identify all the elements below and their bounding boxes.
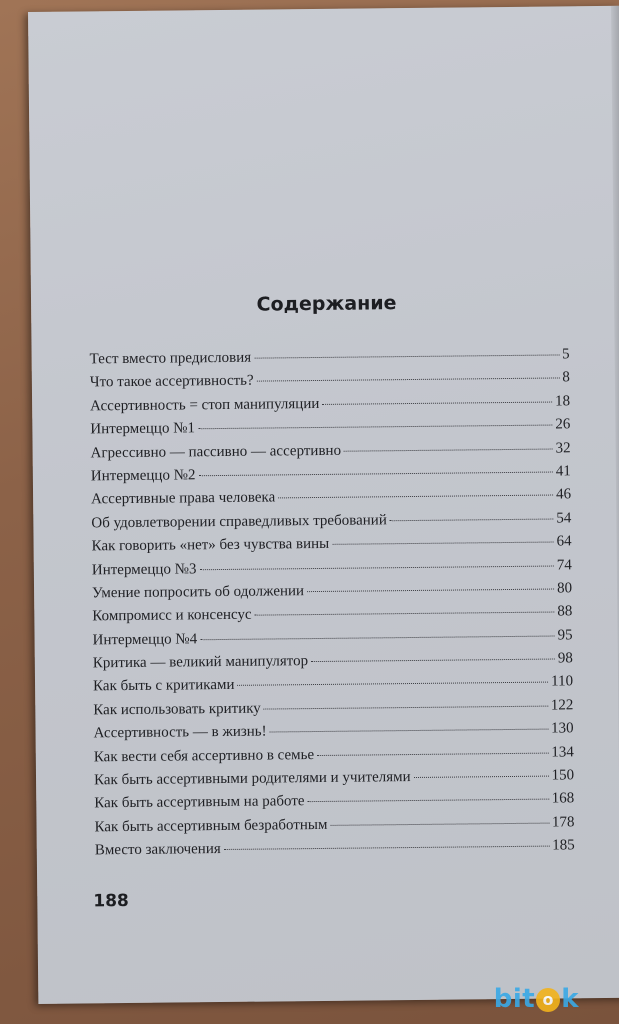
- toc-entry-title: Критика — великий манипулятор: [92, 653, 309, 672]
- toc-entry-title: Вместо заключения: [94, 841, 221, 859]
- toc-entry-page: 46: [556, 486, 572, 503]
- toc-entry-page: 185: [552, 837, 575, 854]
- watermark-logo: [494, 984, 579, 1014]
- toc-entry-page: 110: [551, 673, 574, 691]
- toc-entry-page: 95: [557, 627, 573, 644]
- toc-leader-dots: [198, 471, 552, 476]
- toc-leader-dots: [311, 659, 555, 663]
- toc-entry-title: Как вести себя ассертивно в семье: [93, 746, 315, 765]
- toc-entry-page: 168: [551, 790, 575, 807]
- toc-entry-page: 122: [550, 697, 574, 714]
- toc-entry-title: Тест вместо предисловия: [89, 349, 252, 368]
- toc-leader-dots: [224, 846, 550, 850]
- toc-leader-dots: [199, 565, 553, 570]
- toc-entry-page: 54: [556, 510, 572, 527]
- toc-entry-title: Агрессивно — пассивно — ассертивно: [90, 442, 342, 461]
- toc-leader-dots: [278, 495, 553, 499]
- toc-entry-title: Интермеццо №4: [92, 630, 198, 649]
- toc-leader-dots: [307, 588, 554, 592]
- toc-leader-dots: [198, 425, 552, 430]
- toc-entry-page: 64: [556, 533, 572, 550]
- toc-entry-page: 18: [555, 393, 571, 410]
- toc-entry-page: 8: [562, 369, 570, 386]
- toc-leader-dots: [237, 682, 548, 686]
- toc-leader-dots: [255, 612, 555, 616]
- page-title: Содержание: [256, 292, 397, 316]
- toc-entry-title: Как быть ассертивным на работе: [94, 793, 305, 812]
- watermark-coin-icon: о: [536, 988, 560, 1012]
- toc-entry-page: 32: [555, 439, 571, 457]
- toc-entry-page: 5: [562, 346, 570, 363]
- toc-entry-title: Как быть ассертивным безработным: [94, 816, 328, 836]
- toc-leader-dots: [330, 822, 549, 825]
- toc-entry-page: 130: [550, 720, 574, 737]
- page-edge: [611, 6, 619, 998]
- toc-entry-page: 41: [555, 463, 571, 480]
- toc-entry-title: Ассертивные права человека: [91, 489, 276, 508]
- toc-entry-page: 74: [556, 556, 572, 574]
- toc-entry-title: Как быть с критиками: [92, 677, 235, 695]
- toc-leader-dots: [332, 542, 553, 545]
- toc-entry-title: Как говорить «нет» без чувства вины: [91, 536, 330, 555]
- toc-entry-title: Как быть ассертивными родителями и учителями: [93, 769, 411, 789]
- book-page: [28, 6, 619, 1004]
- toc-leader-dots: [322, 401, 552, 404]
- table-of-contents: [90, 346, 575, 866]
- toc-leader-dots: [254, 354, 559, 358]
- toc-entry-page: 80: [556, 580, 573, 597]
- toc-entry-page: 134: [551, 743, 574, 761]
- toc-entry-page: 178: [551, 814, 575, 831]
- toc-leader-dots: [270, 729, 548, 733]
- watermark-suffix: k: [561, 984, 579, 1014]
- toc-entry-page: 88: [557, 603, 573, 620]
- toc-entry-title: Умение попросить об одолжении: [92, 583, 305, 602]
- toc-entry-title: Интермеццо №1: [90, 420, 196, 438]
- toc-leader-dots: [200, 635, 554, 640]
- toc-entry-title: Интермеццо №3: [91, 560, 197, 578]
- toc-leader-dots: [308, 799, 549, 803]
- toc-entry-title: Об удовлетворении справедливых требований: [91, 512, 387, 532]
- watermark-prefix: bit: [493, 984, 536, 1014]
- toc-entry: [95, 838, 575, 866]
- toc-leader-dots: [257, 378, 560, 382]
- toc-leader-dots: [344, 448, 553, 451]
- toc-entry-title: Интермеццо №2: [90, 467, 196, 485]
- toc-entry-title: Как использовать критику: [93, 700, 261, 719]
- toc-leader-dots: [390, 518, 554, 521]
- page-number: 188: [93, 890, 129, 912]
- toc-entry-page: 26: [555, 416, 571, 433]
- toc-entry-title: Компромисс и консенсус: [92, 606, 252, 625]
- toc-entry-title: Что такое ассертивность?: [89, 373, 254, 391]
- toc-leader-dots: [264, 705, 548, 709]
- toc-leader-dots: [414, 776, 549, 778]
- toc-leader-dots: [317, 752, 548, 755]
- toc-entry-title: Ассертивность = стоп манипуляции: [90, 395, 320, 415]
- toc-entry-title: Ассертивность — в жизнь!: [93, 723, 267, 742]
- toc-entry-page: 150: [551, 767, 575, 784]
- toc-entry-page: 98: [557, 650, 573, 667]
